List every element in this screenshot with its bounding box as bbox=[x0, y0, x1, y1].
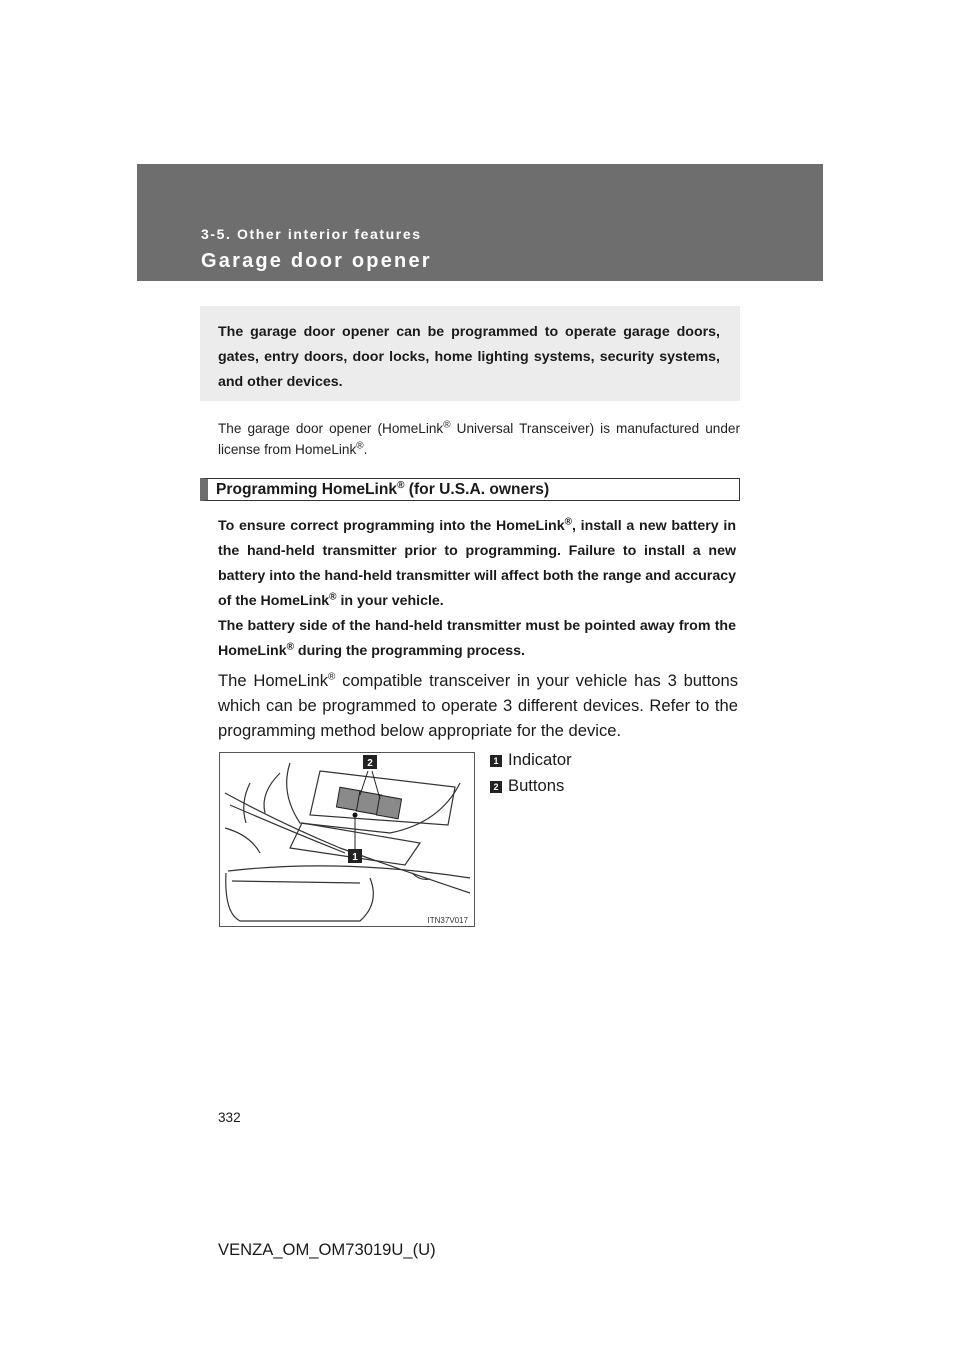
transceiver-description: The HomeLink® compatible transceiver in your vehicle has 3 buttons which can be programmed to operate 3 different devices. Refer to the programming method below appropriate for the device. bbox=[218, 671, 738, 740]
footer-code: VENZA_OM_OM73019U_(U) bbox=[218, 1240, 436, 1259]
legend-number-icon: 2 bbox=[490, 781, 502, 793]
callout-2: 2 bbox=[367, 758, 373, 769]
legend-item-indicator: 1 Indicator bbox=[490, 750, 572, 770]
callout-1: 1 bbox=[352, 852, 358, 863]
overhead-console-illustration bbox=[219, 752, 475, 927]
section-label: 3-5. Other interior features bbox=[201, 226, 422, 242]
orientation-instruction: The battery side of the hand-held transmitter must be pointed away from the HomeLink® during the programming process. bbox=[218, 618, 736, 659]
subsection-heading: Programming HomeLink® (for U.S.A. owners) bbox=[200, 478, 740, 501]
legend-number-icon: 1 bbox=[490, 755, 502, 767]
console-drawing bbox=[220, 753, 474, 926]
page-number: 332 bbox=[218, 1110, 241, 1125]
license-note: The garage door opener (HomeLink® Universal Transceiver) is manufactured under license from HomeLink®. bbox=[218, 419, 740, 457]
chapter-header bbox=[137, 164, 823, 281]
figure-code: ITN37V017 bbox=[427, 916, 468, 925]
legend-item-buttons: 2 Buttons bbox=[490, 776, 564, 796]
page-title: Garage door opener bbox=[201, 250, 432, 272]
intro-box: The garage door opener can be programmed to operate garage doors, gates, entry doors, door locks, home lighting systems, security systems, and other devices. bbox=[200, 306, 740, 401]
battery-instruction: To ensure correct programming into the HomeLink®, install a new battery in the hand-held transmitter prior to programming. Failure to install a new battery into the hand-held transmitter will affect both the range and accuracy of the HomeLink® in your vehicle. bbox=[218, 516, 737, 609]
